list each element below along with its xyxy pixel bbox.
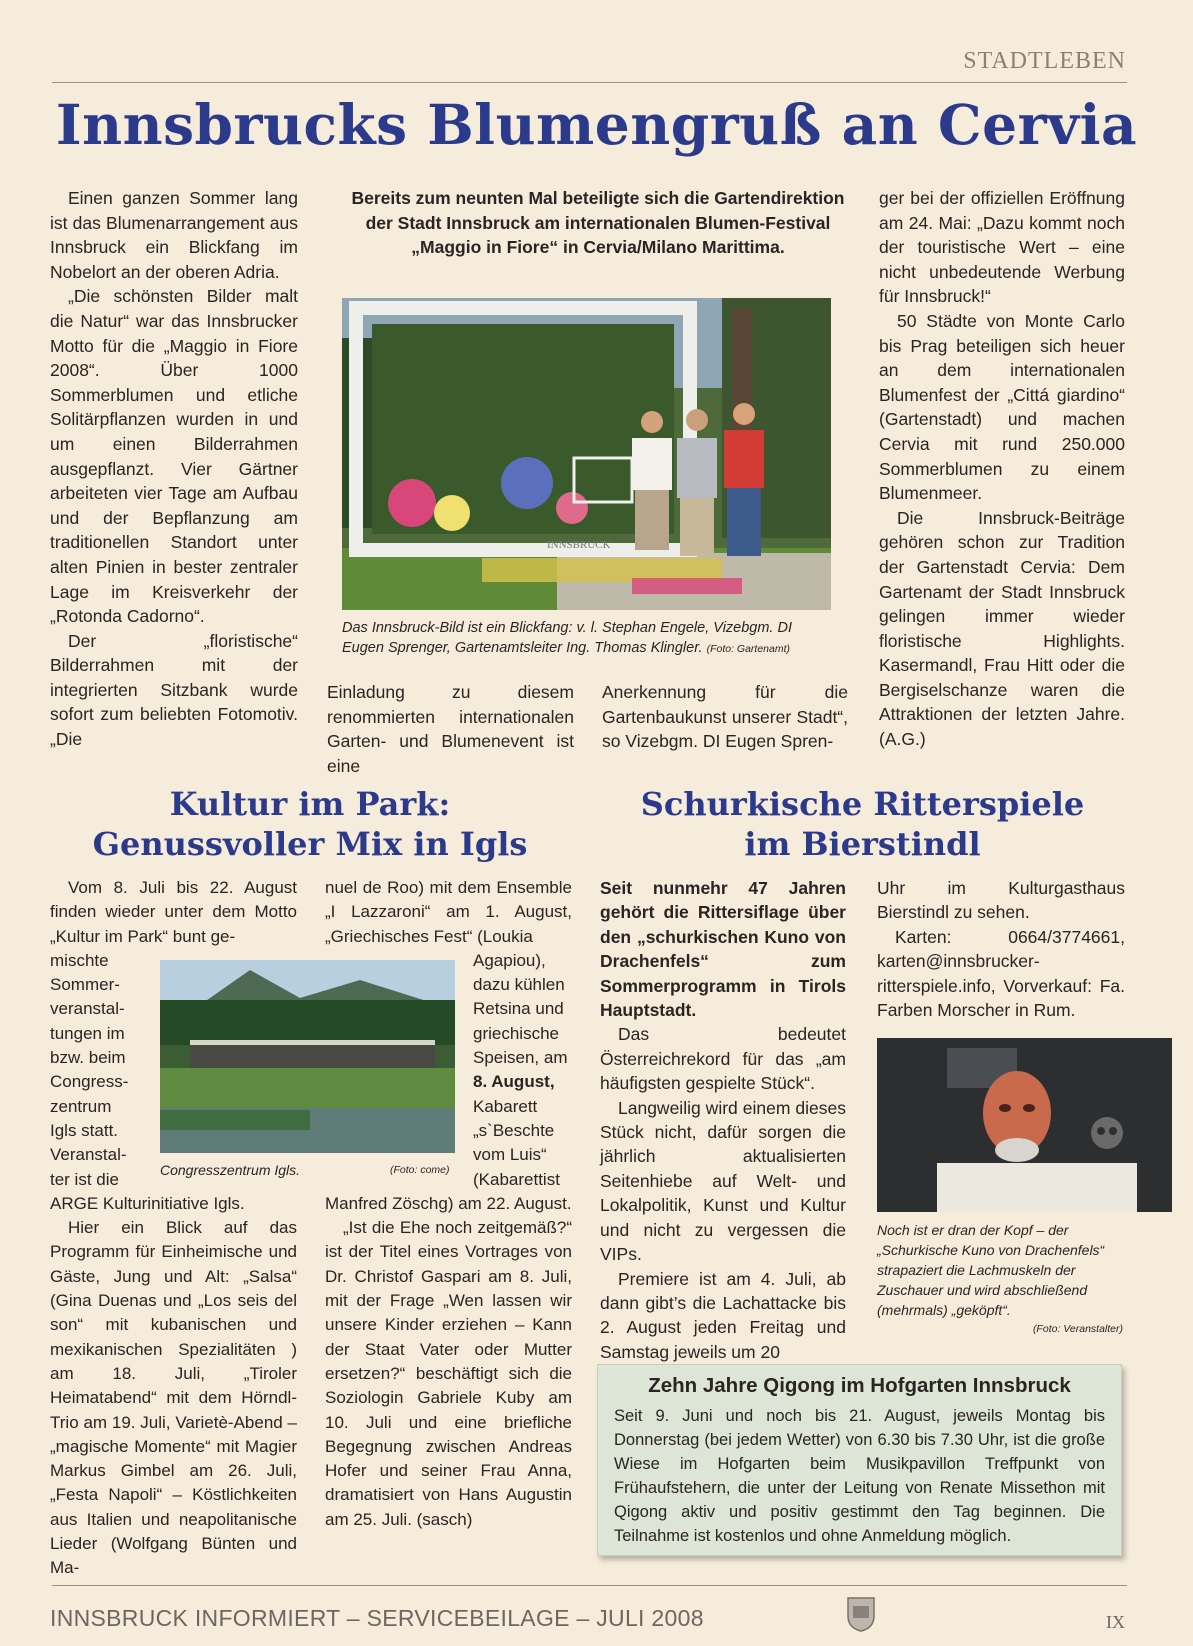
qigong-box (597, 1364, 1122, 1556)
title-line: Kultur im Park: (169, 785, 451, 823)
kuno-photo (877, 1038, 1172, 1212)
text-line: „s`Beschte (473, 1120, 555, 1140)
igls-photo-credit: (Foto: come) (390, 1164, 450, 1176)
kuno-photo-credit: (Foto: Veranstalter) (1032, 1323, 1123, 1335)
lead-paragraph: Seit nunmehr 47 Jahren gehört die Rittersiflage über den „schurkischen Kuno von Drachenfels“ zum Sommerprogramm in Tirols Hauptstadt. (600, 878, 846, 1021)
paragraph: „Die schönsten Bilder malt die Natur“ war das Innsbrucker Motto für die „Maggio in Fiore 2008“. Über 1000 Sommerblumen und etliche Solitärpflanzen wurden in und um einen Bilderrahmen ausgepflanzt. Vier Gärtner arbeiteten vier Tage am Aufbau und der Bepflanzung am traditionellen Standort unter alten Pinien in bester zentraler Lage im Kreisverkehr der „Rotonda Cadorno“. (50, 286, 298, 627)
text-line: Congress- (50, 1072, 129, 1092)
text-line: Igls statt. (50, 1120, 119, 1140)
box-text: Seit 9. Juni und noch bis 21. August, jeweils Montag bis Donnerstag (bei jedem Wetter) von 6.30 bis 7.30 Uhr, ist die große Wiese im Hofgarten beim Musikpavillon Treffpunkt von Frühaufstehern, die unter der Leitung von Renate Missethon mit Qigong aktiv und positiv gestimmt den Tag beginnen. Die Teilnahme ist kostenlos und ohne Anmeldung möglich. (614, 1407, 1105, 1545)
footer-publication: INNSBRUCK INFORMIERT – SERVICEBEILAGE – JULI 2008 (50, 1605, 704, 1631)
wrapped-text (473, 949, 572, 1192)
article2-title (60, 784, 560, 864)
text-line: ter ist die (50, 1169, 119, 1189)
article3-column-1 (600, 876, 846, 1364)
paragraph: Karten: 0664/3774661, karten@innsbrucker-ritterspiele.info, Vorverkauf: Fa. Farben Morscher in Rum. (877, 926, 1125, 1021)
paragraph: „Ist die Ehe noch zeitgemäß?“ ist der Titel eines Vortrages von Dr. Christof Gaspari am 8. Juli, mit der Frage „Wen lassen wir unsere Kinder erziehen – Kann der Staat Vater oder Mutter ersetzen?“ beschäftigt sich die Soziologin Gabriele Kuby am 10. Juli und eine briefliche Begegnung zwischen Andreas Hofer und seiner Frau Anna, dramatisiert von Hans Augustin am 25. Juli. (sasch) (325, 1218, 572, 1529)
text-line: vom Luis“ (473, 1145, 547, 1165)
page-number: IX (1106, 1612, 1125, 1632)
paragraph: Vom 8. Juli bis 22. August finden wieder unter dem Motto „Kultur im Park“ bunt ge- (50, 878, 297, 946)
article3-title (600, 784, 1125, 864)
text-line: (Kabarettist (473, 1169, 560, 1189)
top-divider (52, 82, 1127, 83)
paragraph: Premiere ist am 4. Juli, ab dann gibt’s die Lachattacke bis 2. August jeden Freitag und Samstag jeweils um 20 (600, 1268, 846, 1362)
paragraph: 50 Städte von Monte Carlo bis Prag beteiligen sich heuer an dem internationalen Blumenfest der „Cittá giardino“ (Gartenstadt) und machen Cervia mit rund 250.000 Sommerblumen zu einem Blumenmeer. (879, 310, 1125, 504)
paragraph: ARGE Kulturinitiative Igls. (50, 1193, 245, 1213)
bottom-divider (52, 1585, 1127, 1586)
main-title: Innsbrucks Blumengruß an Cervia (55, 92, 1138, 157)
article1-intro: Bereits zum neunten Mal beteiligte sich die Gartendirektion der Stadt Innsbruck am internationalen Blumen-Festival „Maggio in Fiore“ in Cervia/Milano Marittima. (351, 188, 845, 258)
caption-text: Das Innsbruck-Bild ist ein Blickfang: v. l. Stephan Engele, Vizebgm. DI Eugen Sprenger, Gartenamtsleiter Ing. Thomas Klingler. (342, 620, 792, 656)
section-label: STADTLEBEN (963, 48, 1126, 74)
paragraph: Anerkennung für die Gartenbaukunst unserer Stadt“, so Vizebgm. DI Eugen Spren- (602, 682, 848, 752)
paragraph: Einladung zu diesem renommierten internationalen Garten- und Blumenevent ist eine (327, 682, 574, 776)
innsbruck-sign: INNSBRUCK (547, 539, 611, 551)
article1-column-1 (50, 186, 298, 752)
article3-column-2 (877, 876, 1125, 1022)
wrapped-text (50, 949, 150, 1192)
box-title: Zehn Jahre Qigong im Hofgarten Innsbruck (648, 1374, 1071, 1397)
paragraph: Das bedeutet Österreichrekord für das „am häufigsten gespielte Stück“. (600, 1024, 846, 1094)
igls-photo-caption: Congresszentrum Igls. (160, 1162, 301, 1178)
paragraph: Der „floristische“ Bilderrahmen mit der integrierten Sitzbank wurde sofort zum beliebten Fotomotiv. „Die (50, 630, 298, 750)
text-line: Kabarett (473, 1096, 538, 1116)
text-line: mischte (50, 950, 109, 970)
title-line: Schurkische Ritterspiele (640, 785, 1085, 823)
text-line: Veranstal- (50, 1145, 127, 1165)
paragraph: Manfred Zöschg) am 22. August. (325, 1193, 572, 1213)
paragraph: Einen ganzen Sommer lang ist das Blumenarrangement aus Innsbruck ein Blickfang im Nobelort an der oberen Adria. (50, 188, 298, 282)
text-line: dazu kühlen (473, 975, 565, 995)
text-line: Agapiou), (473, 950, 546, 970)
article1-column-3 (602, 680, 848, 754)
text-line: griechische (473, 1023, 559, 1043)
paragraph: ger bei der offiziellen Eröffnung am 24. Mai: „Dazu kommt noch der touristische Wert – eine nicht unbedeutende Werbung für Innsbruck!“ (879, 188, 1125, 307)
photo-credit: (Foto: Gartenamt) (706, 643, 791, 655)
title-line: im Bierstindl (744, 825, 981, 863)
title-line: Genussvoller Mix in Igls (92, 825, 528, 863)
text-line: bzw. beim (50, 1048, 126, 1068)
text-line: Speisen, am (473, 1048, 568, 1068)
text-line: 8. August, (473, 1072, 555, 1092)
article1-photo-caption (342, 618, 832, 659)
paragraph: Langweilig wird einem dieses Stück nicht, dafür sorgen die jährlich aktualisierten Seitenhiebe auf Welt- und Lokalpolitik, Kunst und Kultur und nicht zu vergessen die VIPs. (600, 1097, 846, 1265)
paragraph: Uhr im Kulturgasthaus Bierstindl zu sehen. (877, 878, 1125, 923)
article1-column-4 (879, 186, 1125, 752)
kuno-photo-caption: Noch ist er dran der Kopf – der „Schurkische Kuno von Drachenfels“ strapaziert die Lachmuskeln der Zuschauer und wird abschließend (mehrmals) „geköpft“. (877, 1222, 1105, 1318)
text-line: Retsina und (473, 999, 564, 1019)
paragraph: nuel de Roo) mit dem Ensemble „I Lazzaroni“ am 1. August, „Griechisches Fest“ (Loukia (325, 878, 572, 946)
text-line: tungen im (50, 1023, 125, 1043)
paragraph: Hier ein Blick auf das Programm für Einheimische und Gäste, Jung und Alt: „Salsa“ (Gina Duenas und „Los seis del son“ mit kubanischen und mexikanischen Spezialitäten ) am 18. Juli, „Tiroler Heimatabend“ mit dem Hörndl-Trio am 19. Juli, Varietè-Abend – „magische Momente“ mit Magier Markus Gimbel am 26. Juli, „Festa Napoli“ – Köstlichkeiten aus Italien und neapolitanische Lieder (Wolfgang Bünten und Ma- (50, 1218, 297, 1578)
text-line: veranstal- (50, 999, 125, 1019)
text-line: Sommer- (50, 975, 120, 995)
garden-frame-photo (342, 298, 831, 610)
city-crest-icon (846, 1596, 876, 1632)
text-line: zentrum (50, 1096, 112, 1116)
paragraph: Die Innsbruck-Beiträge gehören schon zur Tradition der Gartenstadt Cervia: Dem Gartenamt der Stadt Innsbruck gelingen immer wieder floristische Highlights. Kasermandl, Frau Hitt oder die Bergiselschanze waren die Attraktionen der letzten Jahre. (A.G.) (879, 507, 1125, 750)
article1-column-2 (327, 680, 574, 778)
article2-column-2 (325, 876, 572, 1532)
